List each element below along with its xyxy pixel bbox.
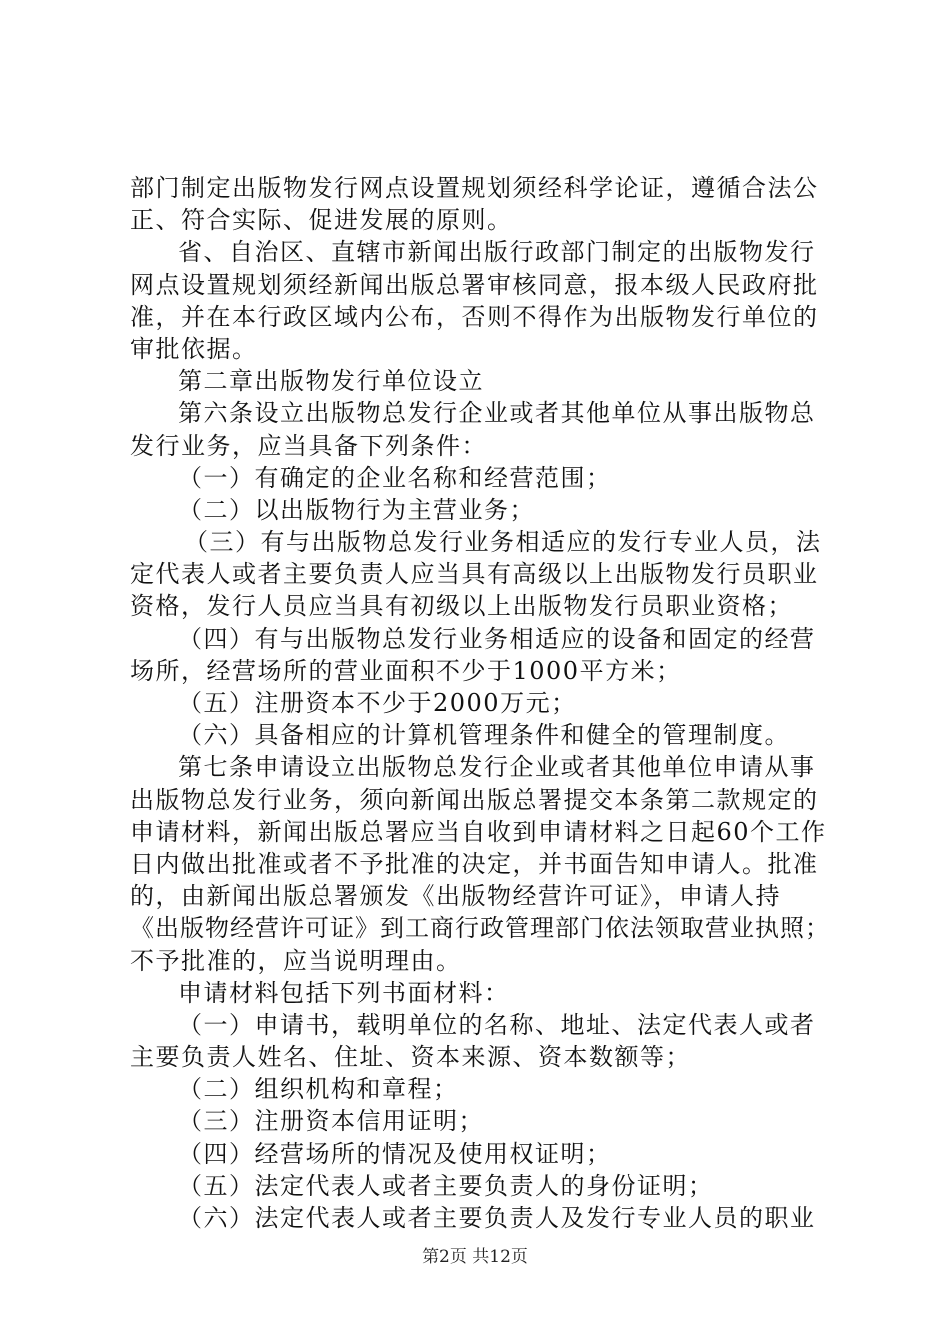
page-number-footer: 第2页 共12页 bbox=[422, 1247, 528, 1267]
list-item: （二）组织机构和章程； bbox=[178, 1075, 459, 1104]
text-line: 正、符合实际、促进发展的原则。 bbox=[130, 206, 513, 235]
text-line: 申请材料，新闻出版总署应当自收到申请材料之日起60个工作 bbox=[130, 817, 827, 846]
text-line: 场所，经营场所的营业面积不少于1000平方米； bbox=[130, 656, 682, 685]
list-item: （一）申请书，载明单位的名称、地址、法定代表人或者 bbox=[178, 1010, 816, 1039]
list-item: （六）法定代表人或者主要负责人及发行专业人员的职业 bbox=[178, 1204, 816, 1232]
text-line: 申请材料包括下列书面材料： bbox=[178, 978, 510, 1007]
text-line: 第七条申请设立出版物总发行企业或者其他单位申请从事 bbox=[178, 753, 816, 782]
list-item: （二）以出版物行为主营业务； bbox=[178, 495, 535, 524]
list-item: （四）经营场所的情况及使用权证明； bbox=[178, 1139, 612, 1168]
chapter-heading: 第二章出版物发行单位设立 bbox=[178, 367, 484, 396]
document-body bbox=[130, 172, 830, 1234]
list-item: （五）注册资本不少于2000万元； bbox=[178, 689, 577, 717]
text-line: 省、自治区、直辖市新闻出版行政部门制定的出版物发行 bbox=[178, 238, 816, 267]
text-line: 《出版物经营许可证》到工商行政管理部门依法领取营业执照； bbox=[130, 914, 830, 943]
text-line: 日内做出批准或者不予批准的决定，并书面告知申请人。批准 bbox=[130, 849, 819, 878]
text-line: 网点设置规划须经新闻出版总署审核同意，报本级人民政府批 bbox=[130, 270, 819, 299]
text-line: 的，由新闻出版总署颁发《出版物经营许可证》，申请人持 bbox=[130, 882, 781, 911]
text-line: 资格，发行人员应当具有初级以上出版物发行员职业资格； bbox=[130, 592, 793, 621]
text-line: 审批依据。 bbox=[130, 334, 258, 363]
list-item: （一）有确定的企业名称和经营范围； bbox=[178, 463, 612, 492]
text-line: 主要负责人姓名、住址、资本来源、资本数额等； bbox=[130, 1043, 691, 1072]
text-line: 定代表人或者主要负责人应当具有高级以上出版物发行员职业 bbox=[130, 560, 819, 589]
text-line: 准，并在本行政区域内公布，否则不得作为出版物发行单位的 bbox=[130, 302, 819, 331]
text-line: 部门制定出版物发行网点设置规划须经科学论证，遵循合法公 bbox=[130, 174, 819, 202]
text-line: 出版物总发行业务，须向新闻出版总署提交本条第二款规定的 bbox=[130, 785, 819, 814]
list-item: （六）具备相应的计算机管理条件和健全的管理制度。 bbox=[178, 721, 790, 750]
list-item: （五）法定代表人或者主要负责人的身份证明； bbox=[178, 1171, 714, 1200]
text-line: 第六条设立出版物总发行企业或者其他单位从事出版物总 bbox=[178, 399, 816, 428]
list-item: （四）有与出版物总发行业务相适应的设备和固定的经营 bbox=[178, 624, 816, 653]
list-item: （三）有与出版物总发行业务相适应的发行专业人员，法 bbox=[184, 528, 822, 557]
text-line: 发行业务，应当具备下列条件： bbox=[130, 431, 487, 460]
text-line: 不予批准的，应当说明理由。 bbox=[130, 946, 462, 975]
list-item: （三）注册资本信用证明； bbox=[178, 1107, 484, 1136]
